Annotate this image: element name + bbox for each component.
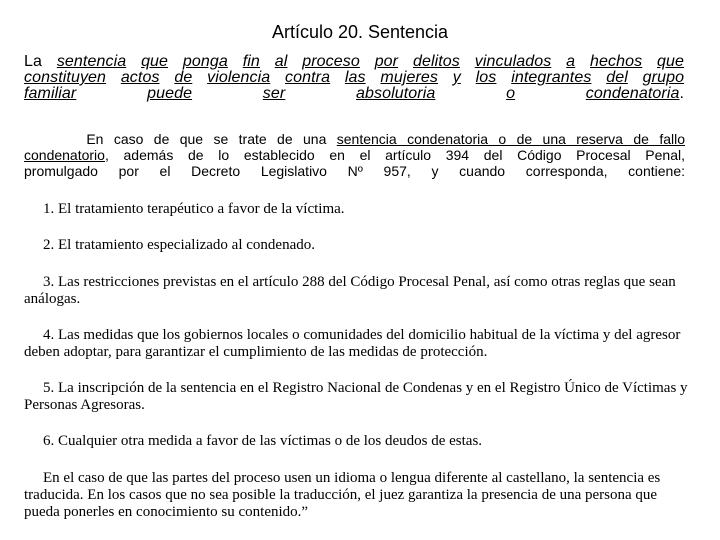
para2-line-3: promulgado por el Decreto Legislativo Nº 957, y cuando corresponda, contiene: xyxy=(24,163,685,179)
intro-word: integrantes xyxy=(511,69,592,86)
intro-word: absolutoria xyxy=(356,85,436,102)
list-item xyxy=(24,274,690,308)
intro-word: La xyxy=(24,53,42,70)
list-item xyxy=(24,433,690,450)
list-item xyxy=(24,237,690,254)
intro-line-3 xyxy=(24,86,684,102)
intro-word: sentencia xyxy=(56,53,127,70)
article-title: Artículo 20. Sentencia xyxy=(271,22,449,42)
intro-word: condenatoria xyxy=(585,85,680,102)
para2-line-2 xyxy=(24,147,685,163)
intro-word: las xyxy=(344,69,366,86)
intro-line-1 xyxy=(24,54,684,70)
intro-word: constituyen xyxy=(24,69,107,86)
intro-word: a xyxy=(566,53,576,70)
para2-text: En caso de que se trate de una xyxy=(86,131,337,147)
intro-word: al xyxy=(274,53,288,70)
intro-word: ponga xyxy=(182,53,228,70)
intro-word: actos xyxy=(120,69,160,86)
intro-word: que xyxy=(657,53,685,70)
para2-line-1 xyxy=(24,131,685,147)
intro-word: puede xyxy=(147,85,193,102)
intro-word: los xyxy=(475,69,497,86)
intro-word: mujeres xyxy=(380,69,439,86)
list-item-text: 2. El tratamiento especializado al condenado. xyxy=(43,237,315,253)
intro-last-word xyxy=(586,85,684,102)
intro-word: familiar xyxy=(24,85,77,102)
intro-word: violencia xyxy=(207,69,271,86)
para2-underlined-text: condenatorio xyxy=(24,147,105,163)
list-item-text: 6. Cualquier otra medida a favor de las víctimas o de los deudos de estas. xyxy=(43,433,483,449)
intro-word: del xyxy=(606,69,628,86)
list-item-text: 1. El tratamiento terapéutico a favor de la víctima. xyxy=(43,201,345,217)
intro-word: contra xyxy=(285,69,331,86)
list-item-text: 5. La inscripción de la sentencia en el Registro Nacional de Condenas y en el Registro Único de Víctimas y Personas Agresoras. xyxy=(24,380,688,413)
list-item xyxy=(24,380,690,414)
intro-word: por xyxy=(374,53,399,70)
intro-period: . xyxy=(679,85,685,102)
intro-word: y xyxy=(452,69,461,86)
list-item-text: 4. Las medidas que los gobiernos locales o comunidades del domicilio habitual de la víctima y del agresor deben adoptar, para garantizar el cumplimiento de las medidas de protección. xyxy=(24,327,681,360)
intro-word: delitos xyxy=(412,53,460,70)
closing-paragraph xyxy=(24,470,690,521)
intro-paragraph xyxy=(24,54,684,102)
intro-word: proceso xyxy=(302,53,360,70)
intro-word: o xyxy=(506,85,516,102)
intro-line-2 xyxy=(24,70,684,86)
intro-word: vinculados xyxy=(474,53,552,70)
intro-word: grupo xyxy=(642,69,685,86)
list-item-text: 3. Las restricciones previstas en el artículo 288 del Código Procesal Penal, así como otras reglas que sean análogas. xyxy=(24,274,676,307)
intro-word: hechos xyxy=(590,53,643,70)
para2-text: , además de lo establecido en el artículo 394 del Código Procesal Penal, xyxy=(104,147,685,163)
closing-paragraph-text: En el caso de que las partes del proceso usen un idioma o lengua diferente al castellano, la sentencia es traducida. En los casos que no sea posible la traducción, el juez garantiza la presencia de una persona que pueda ponerles en conocimiento su contenido.” xyxy=(24,470,661,520)
intro-word: ser xyxy=(262,85,286,102)
intro-word: de xyxy=(174,69,193,86)
list-item xyxy=(24,327,690,361)
para2-underlined-text: sentencia condenatoria o de una reserva de fallo xyxy=(336,131,685,147)
list-item xyxy=(24,201,690,218)
conditions-paragraph xyxy=(24,131,685,179)
intro-word: fin xyxy=(242,53,260,70)
intro-word: que xyxy=(141,53,169,70)
